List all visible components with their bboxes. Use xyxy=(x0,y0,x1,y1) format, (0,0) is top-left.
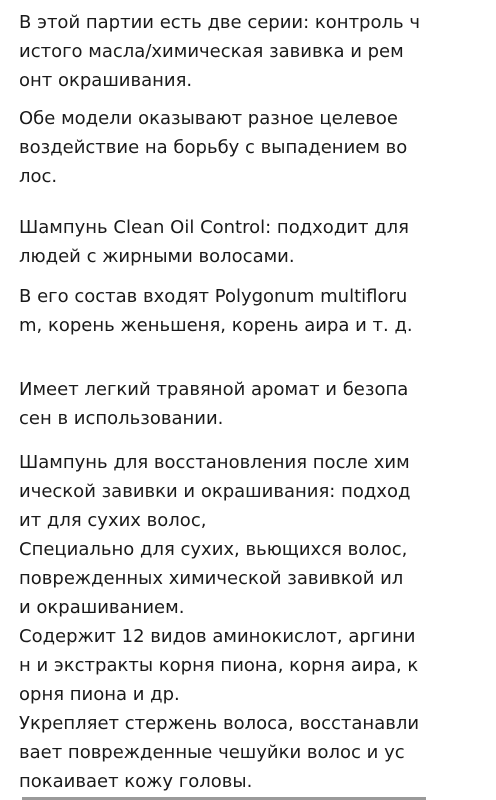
text-line: Шампунь для восстановления после хим xyxy=(19,452,410,473)
text-line: и окрашиванием. xyxy=(19,597,185,618)
text-line: людей с жирными волосами. xyxy=(19,246,295,267)
text-line: Шампунь Clean Oil Control: подходит для xyxy=(19,217,409,238)
paragraph-models-effect xyxy=(19,104,407,191)
text-line: истого масла/химическая завивка и рем xyxy=(19,41,404,62)
text-line: покаивает кожу головы. xyxy=(19,771,253,792)
text-line: лос. xyxy=(19,166,58,187)
paragraph-series-intro xyxy=(19,8,420,95)
paragraph-composition xyxy=(19,282,413,340)
text-line: воздействие на борьбу с выпадением во xyxy=(19,137,408,158)
text-line: Специально для сухих, вьющихся волос, xyxy=(19,539,408,560)
text-line: поврежденных химической завивкой ил xyxy=(19,568,404,589)
text-line: В его состав входят Polygonum multifloru xyxy=(19,286,408,307)
text-line: Имеет легкий травяной аромат и безопа xyxy=(19,379,409,400)
text-line: Укрепляет стержень волоса, восстанавли xyxy=(19,713,420,734)
text-line: В этой партии есть две серии: контроль ч xyxy=(19,12,420,33)
text-line: ической завивки и окрашивания: подход xyxy=(19,481,411,502)
paragraph-aroma xyxy=(19,375,408,433)
text-line: Содержит 12 видов аминокислот, аргини xyxy=(19,626,416,647)
text-line: онт окрашивания. xyxy=(19,70,193,91)
text-line: сен в использовании. xyxy=(19,408,224,429)
text-line: ит для сухих волос, xyxy=(19,510,207,531)
text-line: орня пиона и др. xyxy=(19,684,180,705)
text-line: Обе модели оказывают разное целевое xyxy=(19,108,399,129)
text-line: m, корень женьшеня, корень аира и т. д. xyxy=(19,315,413,336)
text-line: вает поврежденные чешуйки волос и ус xyxy=(19,742,405,763)
paragraph-clean-oil-control xyxy=(19,213,409,271)
paragraph-repair-shampoo xyxy=(19,448,419,796)
text-line: н и экстракты корня пиона, корня аира, к xyxy=(19,655,419,676)
